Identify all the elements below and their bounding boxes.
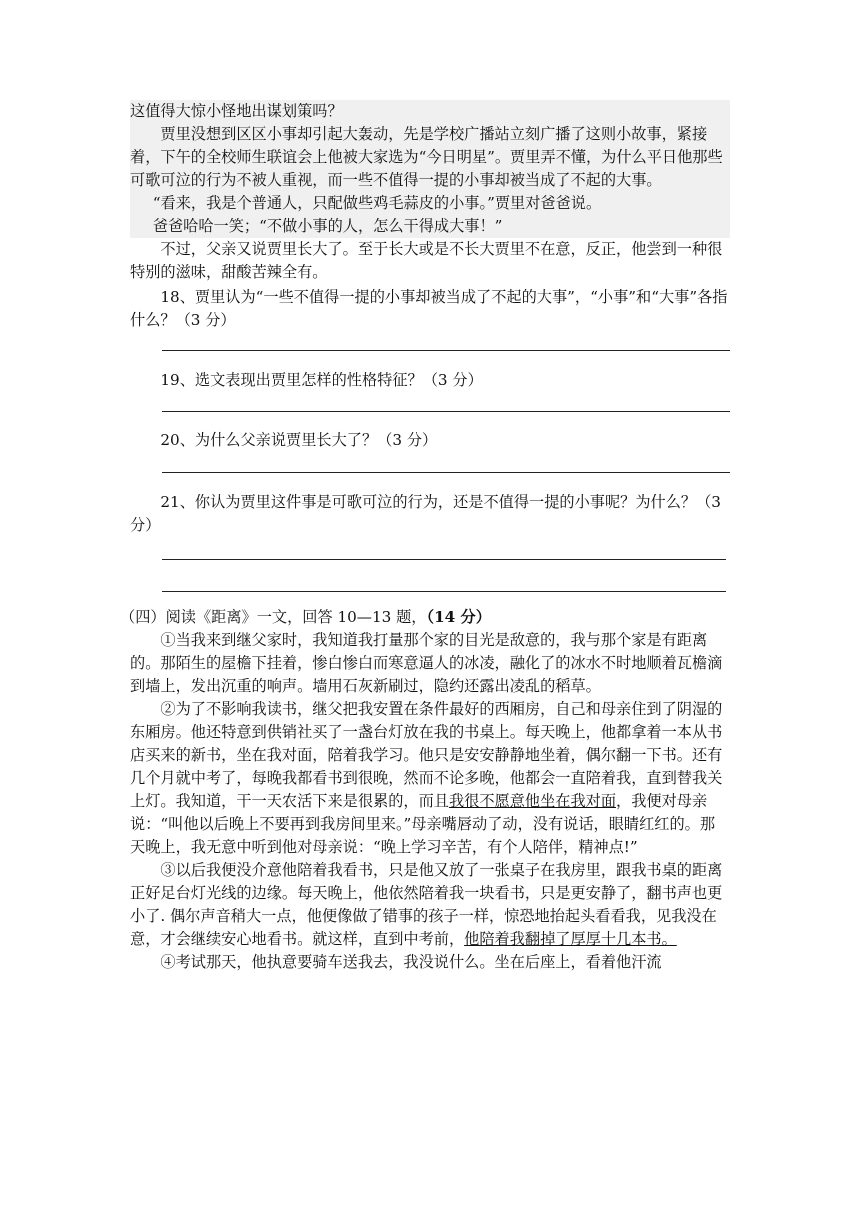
document-page: [120, 100, 730, 974]
section4-para4: ④考试那天，他执意要骑车送我去，我没说什么。坐在后座上，看着他汗流: [160, 953, 662, 971]
story-para1: 贾里没想到区区小事却引起大轰动，先是学校广播站立刻广播了这则小故事，紧接着，下午的全校师生联谊会上他被大家选为“今日明星”。贾里弄不懂，为什么平日他那些可歌可泣的行为不被人重视，而一些不值得一提的小事却被当成了不起的大事。: [130, 123, 730, 192]
section4-para3-underlined: 他陪着我翻掉了厚厚十几本书。: [464, 930, 677, 948]
section4-para2-a: ②为了不影响我读书，继父把我安置在条件最好的西厢房，自己和母亲住到了阴湿的东厢房。他还特意到供销社买了一盏台灯放在我的书桌上。每天晚上，他都拿着一本从书店买来的新书，坐在我对面，陪着我学习。他只是安安静静地坐着，偶尔翻一下书。还有几个月就中考了，每晚我都看书到很晚，然而不论多晚，他都会一直陪着我，直到替我关上灯。我知道，干一天农活下来是很累的，而且: [130, 700, 723, 810]
section4-para2-b: ，我便对母亲说：“叫他以后晚上不要再到我房间里来。”母亲嘴唇动了动，没有说话，眼睛红红的。那天晚上，我无意中听到他对母亲说：“晚上学习辛苦，有个人陪伴，精神点!”: [130, 792, 716, 856]
question-21: 21、你认为贾里这件事是可歌可泣的行为，还是不值得一提的小事呢？为什么？（3 分）: [130, 493, 721, 534]
question-19: 19、选文表现出贾里怎样的性格特征？（3 分）: [160, 371, 483, 389]
answer-line-20[interactable]: [162, 472, 730, 473]
answer-line-19[interactable]: [162, 411, 730, 412]
section4-para3-b: 正好足台灯光线的边缘。每天晚上，他依然陪着我一块看书，只是更安静了，翻书声也更小了. 偶尔声音稍大一点，他便像做了错事的孩子一样，惊恐地抬起头看看我，见我没在意，才会继续安心地看书。就这样，直到中考前，: [130, 884, 723, 948]
section4-para2: [130, 698, 730, 859]
story-para2: “看来，我是个普通人，只配做些鸡毛蒜皮的小事。”贾里对爸爸说。: [130, 192, 730, 215]
answer-line-21a[interactable]: [162, 559, 726, 560]
section4-heading-score: （14 分）: [426, 608, 491, 626]
section4-para3-b-wrap: [130, 882, 730, 951]
story-para4: 不过，父亲又说贾里长大了。至于长大或是不长大贾里不在意，反正，他尝到一种很特别的滋味，甜酸苦辣全有。: [130, 240, 723, 281]
story-line0: 这值得大惊小怪地出谋划策吗？: [130, 100, 730, 123]
section4-heading: [120, 606, 730, 629]
story-para3: 爸爸哈哈一笑；“不做小事的人，怎么干得成大事！”: [130, 215, 730, 238]
question-20: 20、为什么父亲说贾里长大了？（3 分）: [160, 431, 438, 449]
section4-para1: ①当我来到继父家时，我知道我打量那个家的目光是敌意的，我与那个家是有距离的。那陌生的屋檐下挂着，惨白惨白而寒意逼人的冰凌，融化了的冰水不时地顺着瓦檐滴到墙上，发出沉重的响声。墙用石灰新刷过，隐约还露出凌乱的稻草。: [130, 631, 723, 695]
question-18: 18、贾里认为“一些不值得一提的小事却被当成了不起的大事”，“小事”和“大事”各指什么？（3 分）: [130, 288, 728, 329]
section4-para2-underlined: 我很不愿意他坐在我对面: [448, 792, 616, 810]
section4-para3-a: ③以后我便没介意他陪着我看书，只是他又放了一张桌子在我房里，跟我书桌的距离: [160, 861, 723, 879]
answer-line-18[interactable]: [162, 350, 730, 351]
answer-line-21b[interactable]: [162, 591, 726, 592]
section4-heading-text: （四）阅读《距离》一文，回答 10—13 题，: [120, 608, 427, 626]
